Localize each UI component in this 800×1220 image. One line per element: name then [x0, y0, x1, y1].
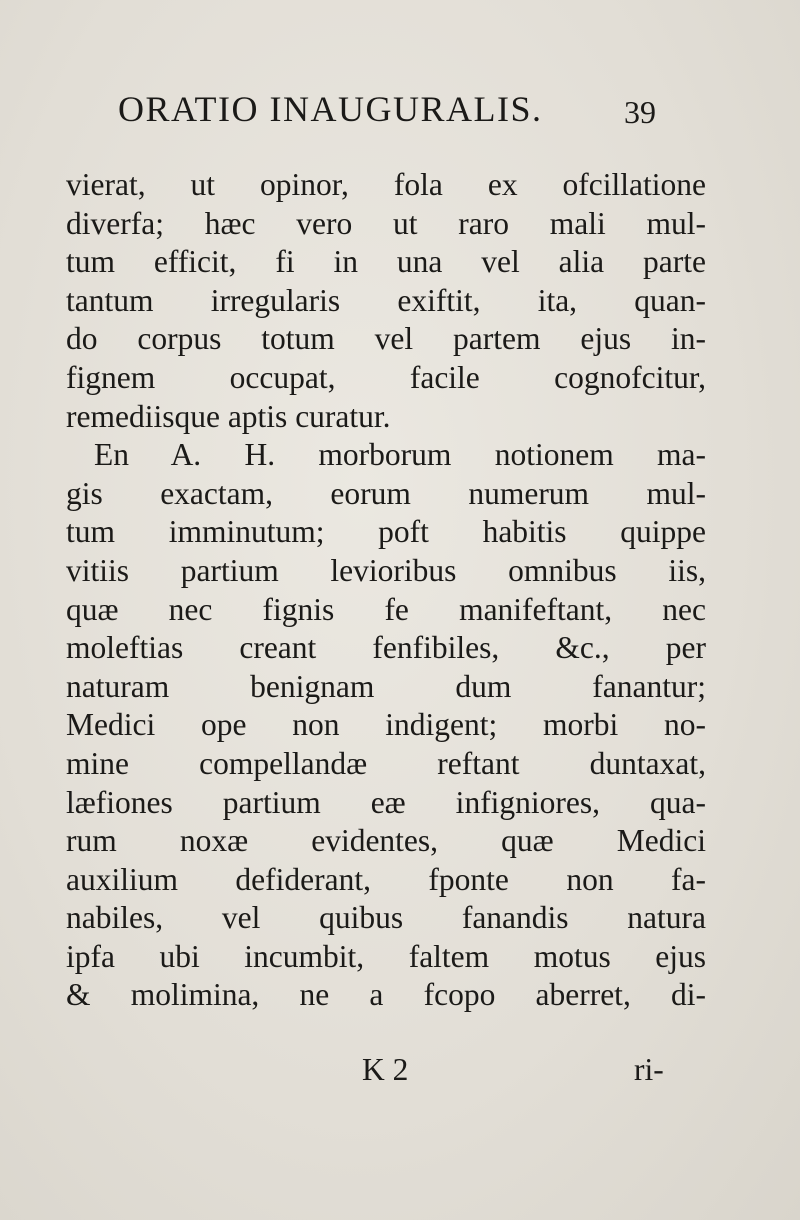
text-line: mine compellandæ reftant duntaxat,	[66, 745, 706, 781]
text-line: diverfa; hæc vero ut raro mali mul-	[66, 205, 706, 241]
text-line: ipfa ubi incumbit, faltem motus ejus	[66, 938, 706, 974]
body-text	[66, 166, 706, 1015]
text-line: quæ nec fignis fe manifeftant, nec	[66, 591, 706, 627]
text-line: do corpus totum vel partem ejus in-	[66, 321, 706, 357]
text-line: remediisque aptis curatur.	[66, 398, 391, 434]
catchword: ri-	[634, 1052, 664, 1087]
text-line: nabiles, vel quibus fanandis natura	[66, 900, 706, 936]
page-footer	[66, 1052, 706, 1092]
text-line: vitiis partium levioribus omnibus iis,	[66, 552, 706, 588]
text-line: En A. H. morborum notionem ma-	[94, 437, 706, 473]
text-line: læfiones partium eæ infigniores, qua-	[66, 784, 706, 820]
text-line: moleftias creant fenfibiles, &c., per	[66, 630, 706, 666]
text-line: tum efficit, fi in una vel alia parte	[66, 244, 706, 280]
running-head	[118, 88, 678, 138]
running-title: ORATIO INAUGURALIS.	[118, 89, 543, 129]
text-line: rum noxæ evidentes, quæ Medici	[66, 823, 706, 859]
text-line: gis exactam, eorum numerum mul-	[66, 475, 706, 511]
text-line: naturam benignam dum fanantur;	[66, 668, 706, 704]
text-line: fignem occupat, facile cognofcitur,	[66, 359, 706, 395]
page-number: 39	[624, 94, 656, 130]
text-line: auxilium defiderant, fponte non fa-	[66, 861, 706, 897]
text-line: Medici ope non indigent; morbi no-	[66, 707, 706, 743]
text-line: vierat, ut opinor, fola ex ofcillatione	[66, 167, 706, 202]
text-line: tum imminutum; poft habitis quippe	[66, 514, 706, 550]
text-line: & molimina, ne a fcopo aberret, di-	[66, 977, 706, 1013]
signature-mark: K 2	[362, 1052, 409, 1087]
text-line: tantum irregularis exiftit, ita, quan-	[66, 282, 706, 318]
